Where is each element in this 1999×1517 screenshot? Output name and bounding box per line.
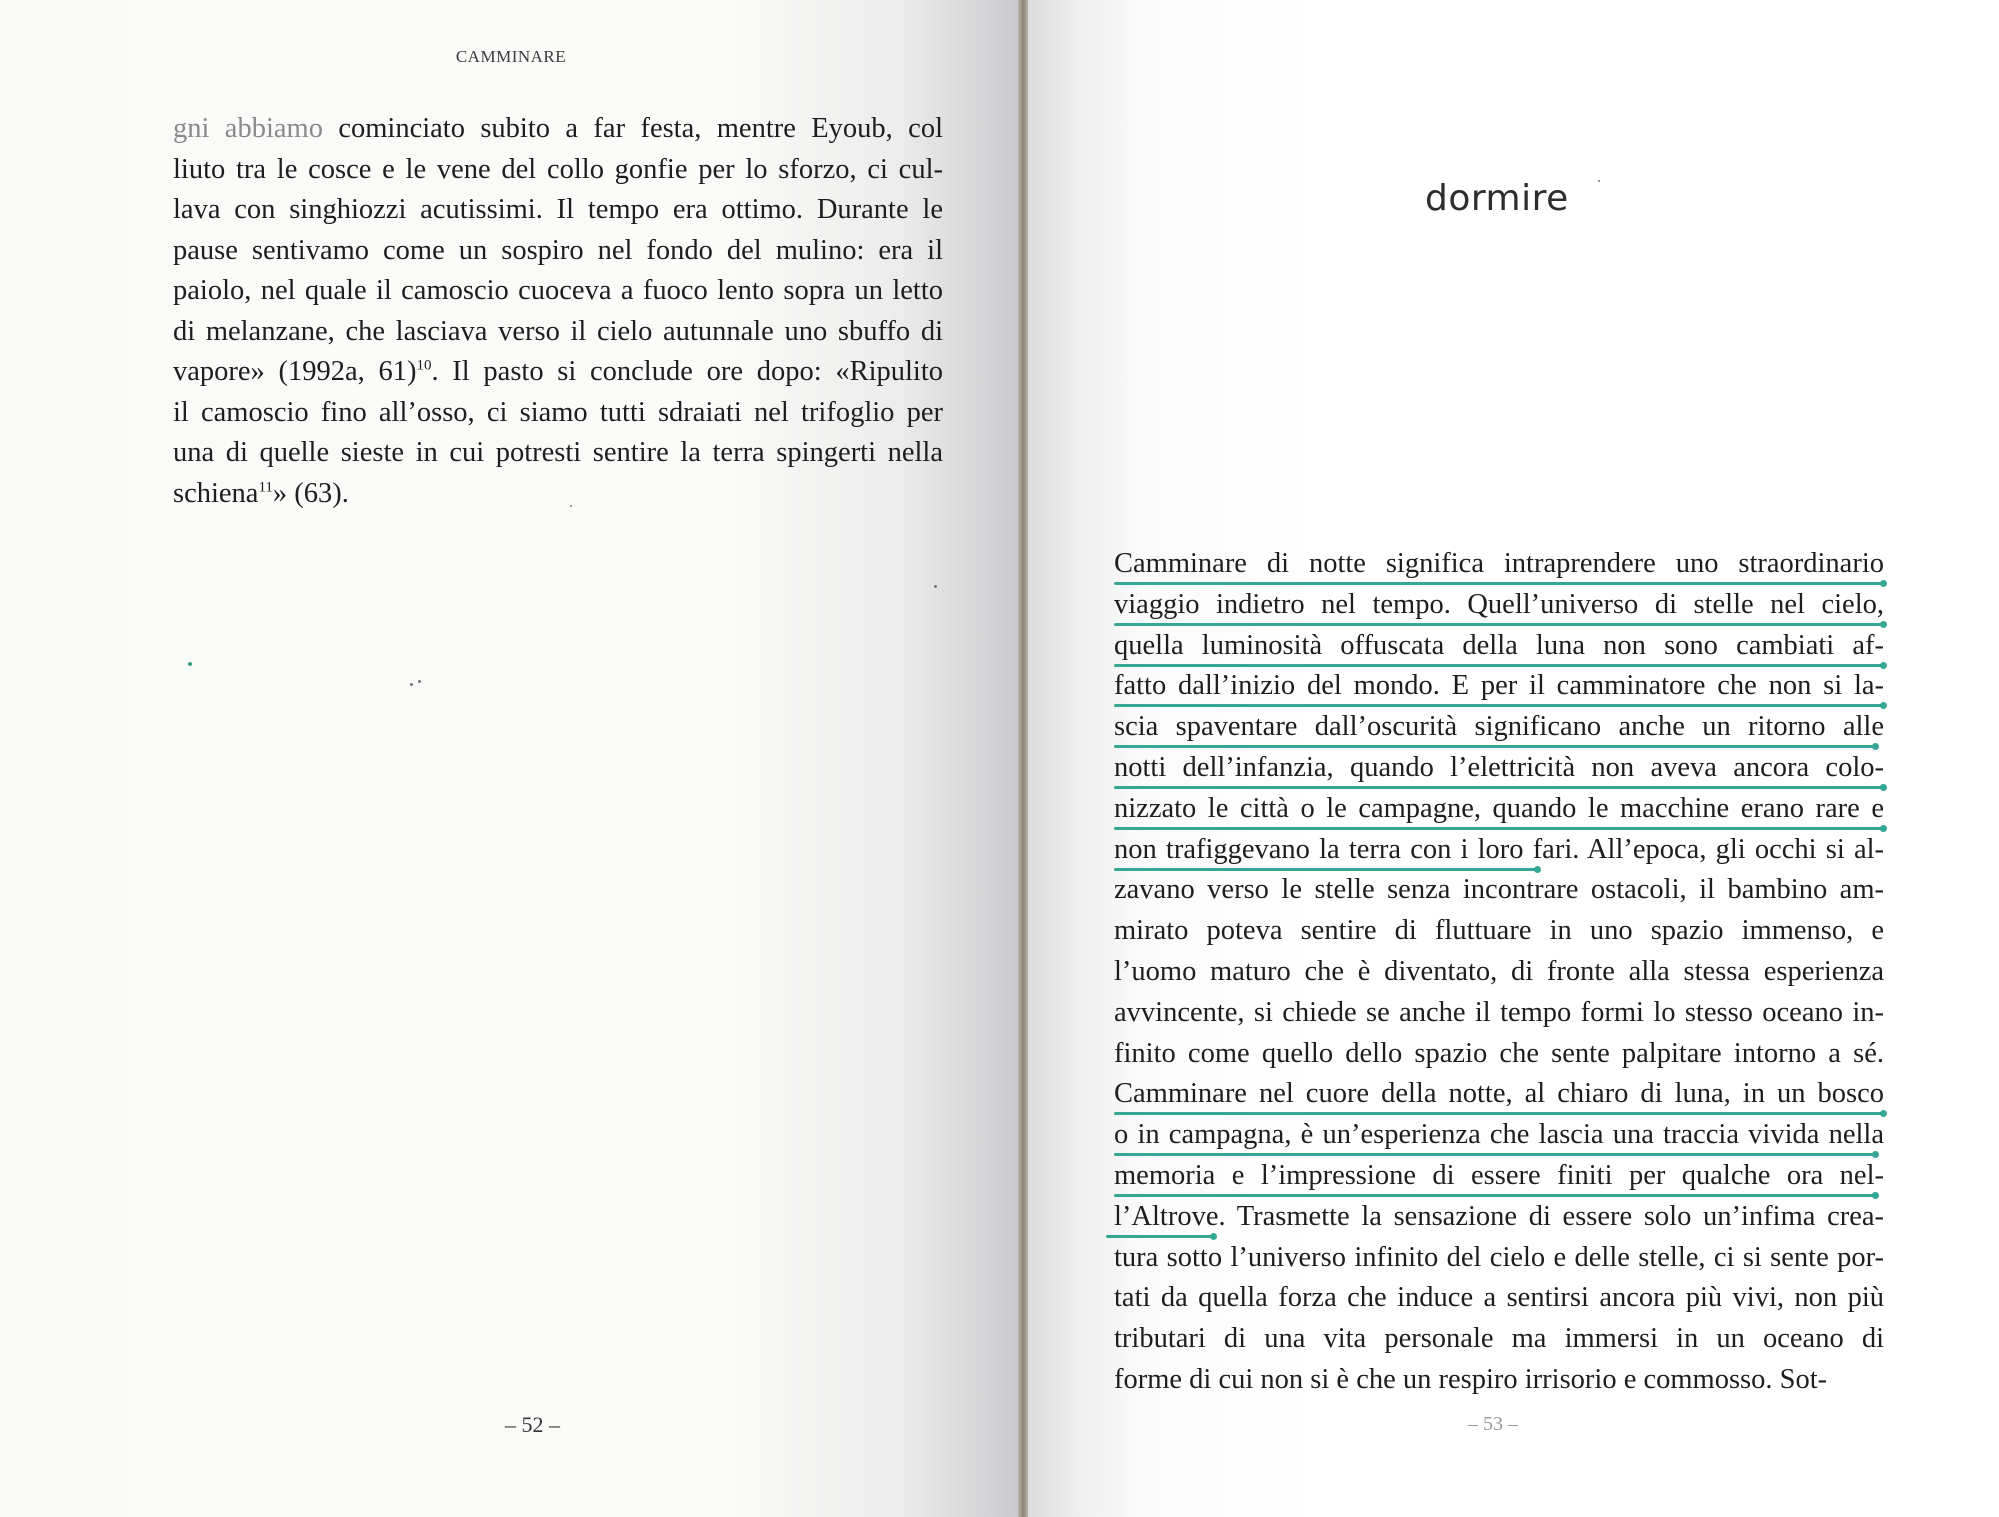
text-line: paiolo, nel quale il camoscio cuoceva a fuoco lento sopra un letto	[173, 275, 943, 306]
text-line: viaggio indietro nel tempo. Quell’universo di stelle nel cielo,	[1114, 585, 1884, 626]
text-line: mirato poteva sentire di fluttuare in uno spazio immenso, e	[1114, 915, 1884, 947]
text-line: notti dell’infanzia, quando l’elettricità non aveva ancora colo-	[1114, 748, 1884, 789]
text-line: l’Altrove. Trasmette la sensazione di essere solo un’infima crea-	[1114, 1197, 1884, 1238]
faded-text: gni abbiamo	[173, 113, 323, 144]
text-line: o in campagna, è un’esperienza che lascia una traccia vivida nella	[1114, 1115, 1884, 1156]
text-line: tributari di una vita personale ma immersi in un oceano di	[1114, 1323, 1884, 1355]
text-line: scia spaventare dall’oscurità significano anche un ritorno alle	[1114, 707, 1884, 748]
text-line: zavano verso le stelle senza incontrare ostacoli, il bambino am-	[1114, 874, 1884, 906]
book-gutter	[1018, 0, 1028, 1517]
right-page-body-text	[1114, 544, 1884, 1401]
text-line: una di quelle sieste in cui potresti sentire la terra spingerti nella	[173, 437, 943, 468]
left-page-body-text	[173, 109, 943, 514]
text-line: non trafiggevano la terra con i loro fari. All’epoca, gli occhi si al-	[1114, 830, 1884, 871]
page-number-left: – 52 –	[505, 1412, 560, 1437]
text-line: vapore» (1992a, 61)$^{10}$. Il pasto si conclude ore dopo: «Ripulito	[173, 356, 943, 387]
chapter-title: dormire	[1425, 178, 1569, 219]
ink-speck	[934, 585, 937, 588]
text-line: lava con singhiozzi acutissimi. Il tempo era ottimo. Durante le	[173, 194, 943, 225]
footnote-marker: 11	[258, 479, 273, 495]
text-line: avvincente, si chiede se anche il tempo formi lo stesso oceano in-	[1114, 996, 1884, 1028]
text-line: nizzato le città o le campagne, quando le macchine erano rare e	[1114, 789, 1884, 830]
text-line: finito come quello dello spazio che sente palpitare intorno a sé.	[1114, 1037, 1884, 1069]
running-head: CAMMINARE	[455, 47, 567, 66]
text-line: tati da quella forza che induce a sentirsi ancora più vivi, non più	[1114, 1282, 1884, 1314]
text-line: memoria e l’impressione di essere finiti per qualche ora nel-	[1114, 1156, 1884, 1197]
text-line: il camoscio fino all’osso, ci siamo tutti sdraiati nel trifoglio per	[173, 396, 943, 428]
text-line: Camminare di notte significa intraprendere uno straordinario	[1114, 544, 1884, 585]
ink-speck	[188, 662, 192, 666]
text-line: quella luminosità offuscata della luna non sono cambiati af-	[1114, 626, 1884, 667]
ink-speck	[570, 505, 572, 507]
text-line: schiena$^{11}$» (63).	[173, 477, 349, 509]
text-line: tura sotto l’universo infinito del cielo e delle stelle, ci si sente por-	[1114, 1241, 1884, 1273]
text-line: liuto tra le cosce e le vene del collo gonfie per lo sforzo, ci cul-	[173, 153, 943, 185]
page-number-right: – 53 –	[1468, 1413, 1518, 1435]
text-line: fatto dall’inizio del mondo. E per il camminatore che non si la-	[1114, 666, 1884, 707]
ink-speck	[1598, 180, 1600, 182]
ink-speck	[418, 680, 421, 683]
text-line: forme di cui non si è che un respiro irrisorio e commosso. Sot-	[1114, 1363, 1828, 1395]
text-line: l’uomo maturo che è diventato, di fronte alla stessa esperienza	[1114, 955, 1884, 987]
ink-speck	[410, 683, 413, 686]
text-line: Camminare nel cuore della notte, al chiaro di luna, in un bosco	[1114, 1074, 1884, 1115]
text-line: gni abbiamo cominciato subito a far festa, mentre Eyoub, col	[173, 113, 944, 144]
footnote-marker: 10	[416, 357, 432, 374]
text-line: pause sentivamo come un sospiro nel fondo del mulino: era il	[173, 234, 943, 266]
text-line: di melanzane, che lasciava verso il cielo autunnale uno sbuffo di	[173, 315, 943, 347]
